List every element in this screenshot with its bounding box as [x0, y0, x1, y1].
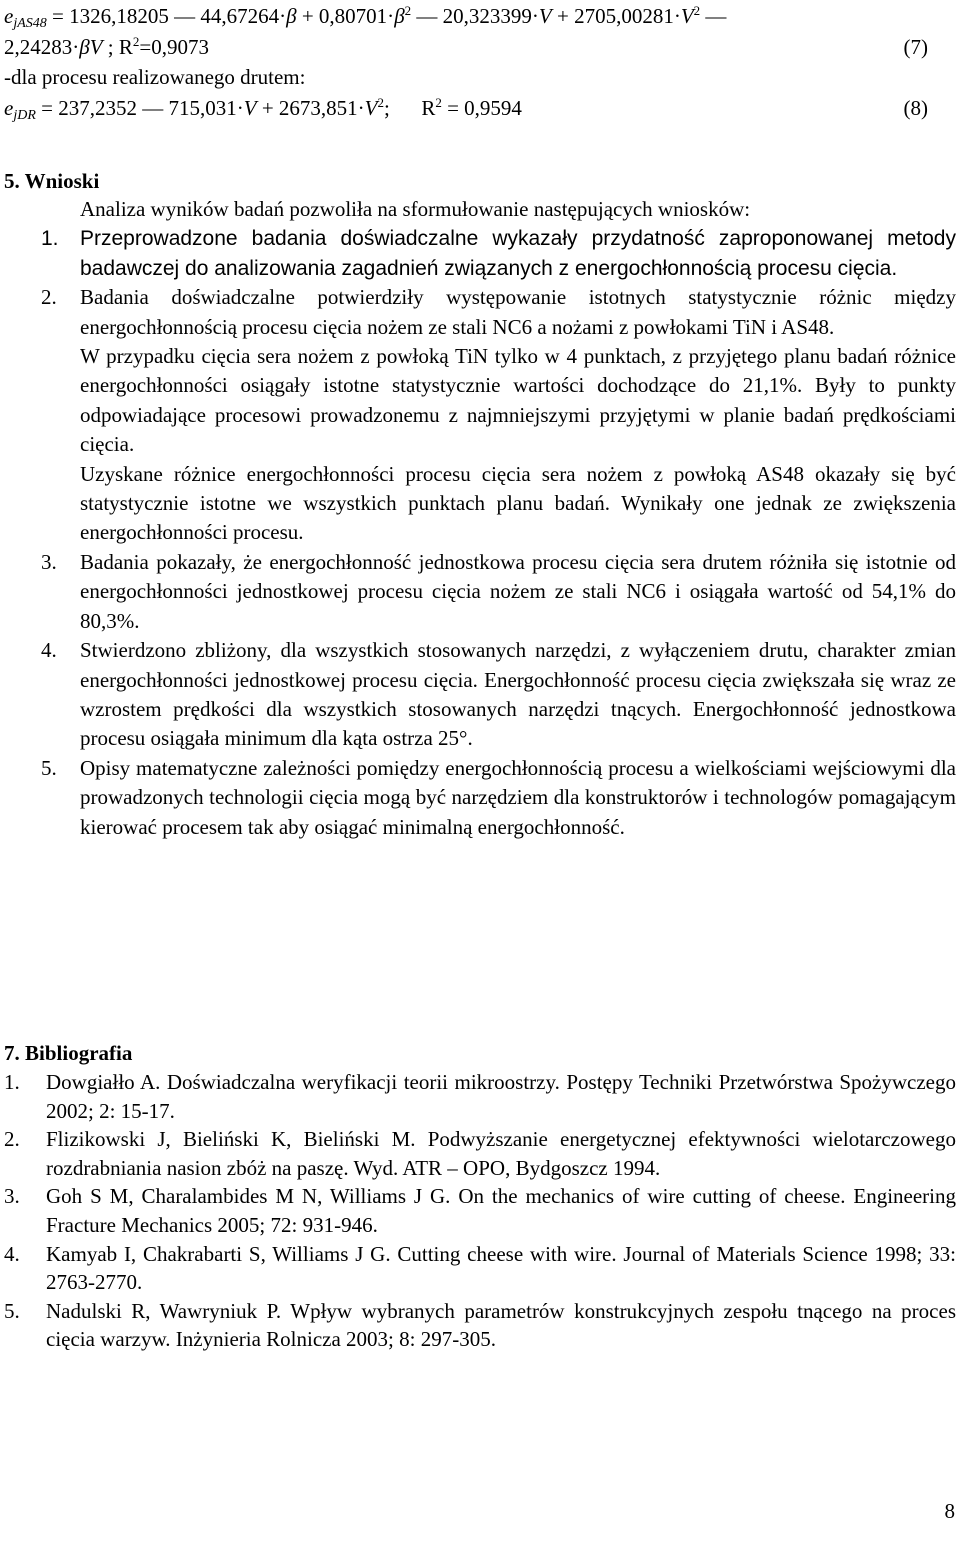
eq7b-term-3: =0,9073: [139, 35, 209, 59]
eq8-lhs-subscript: jDR: [13, 108, 36, 123]
conclusion-item-3: [4, 548, 956, 636]
equation-number-8: (8): [903, 96, 928, 120]
eq7b-term-1: 2,24283·: [4, 35, 80, 59]
conclusion-item-text: Przeprowadzone badania doświadczalne wykazały przydatność zaproponowanej metody badawczej do analizowania zagadnień związanych z energochłonnością procesu cięcia.: [80, 227, 956, 280]
eq7-sup-1: 2: [404, 3, 412, 18]
conclusion-item-label: 1.: [41, 227, 59, 251]
eq7b-term-2: ; R: [102, 35, 133, 59]
eq8-term-4: = 0,9594: [441, 96, 522, 120]
eq8-sup-2: 2: [435, 95, 442, 110]
eq7-term-2: + 0,80701·: [296, 4, 395, 28]
bibliography-list: [4, 1068, 956, 1354]
conclusion-item-label: 4.: [41, 638, 57, 663]
eq8-v-1: V: [243, 96, 257, 120]
page-number: 8: [944, 1499, 955, 1523]
conclusion-item-label: 3.: [41, 549, 57, 574]
equation-7-line-2: [4, 33, 956, 61]
eq7-v-2: V: [680, 4, 694, 28]
eq7-lhs-symbol: e: [4, 4, 14, 28]
bibliography-entry-text: Nadulski R, Wawryniuk P. Wpływ wybranych parametrów konstrukcyjnych zespołu tnącego na proces cięcia warzyw. Inżynieria Rolnicza 2003; 8: 297-305.: [46, 1298, 956, 1352]
eq7-lhs-subscript: jAS48: [13, 16, 47, 31]
eq8-v-2: V: [364, 96, 378, 120]
conclusion-item-text: Badania pokazały, że energochłonność jednostkowa procesu cięcia sera drutem różniła się istotnie od energochłonności jednostkowej procesu cięcia nożem ze stali NC6 i osiągała wartość od 54,1% do 80,3%.: [80, 549, 956, 633]
eq8-term-2: + 2673,851·: [256, 96, 365, 120]
bibliography-entry-label: 5.: [4, 1298, 20, 1323]
bibliography-entry-1: [4, 1068, 956, 1125]
bibliography-entry-label: 1.: [4, 1070, 20, 1094]
bibliography-entry-5: [4, 1297, 956, 1354]
bibliography-entry-text: Goh S M, Charalambides M N, Williams J G. On the mechanics of wire cutting of cheese. Engineering Fracture Mechanics 2005; 72: 931-946.: [46, 1184, 956, 1237]
eq7-v-1: V: [538, 4, 552, 28]
eq8-term-1: = 237,2352 — 715,031·: [35, 96, 244, 120]
eq7b-sup: 2: [132, 34, 140, 49]
conclusion-item-1: [4, 224, 956, 283]
eq7b-beta: β: [79, 35, 90, 59]
eq8-term-3: ; R: [383, 96, 436, 120]
conclusion-item-5: [4, 754, 956, 842]
section-heading-conclusions: 5. Wnioski: [4, 169, 100, 193]
conclusions-intro: Analiza wyników badań pozwoliła na sformułowanie następujących wniosków:: [80, 197, 751, 221]
conclusions-body: [4, 195, 956, 842]
conclusion-paragraph-as48: Uzyskane różnice energochłonności procesu cięcia sera nożem z powłoką AS48 okazały się być statystycznie istotne we wszystkich punktach planu badań. Wynikały one jednak ze zwiększenia energochłonności procesu.: [80, 461, 956, 545]
equation-number-7: (7): [903, 35, 928, 59]
eq7-term-1: = 1326,18205 — 44,67264·: [46, 4, 287, 28]
bibliography-entry-3: [4, 1182, 956, 1239]
conclusion-item-text: Opisy matematyczne zależności pomiędzy energochłonnością procesu a wielkościami wejściowymi dla prowadzonych technologii cięcia mogą być narzędziem dla konstruktorów i technologów pomagającym kierować procesem tak aby osiągać minimalną energochłonność.: [80, 755, 956, 839]
eq7b-v: V: [89, 35, 103, 59]
wire-process-label: -dla procesu realizowanego drutem:: [4, 65, 306, 89]
bibliography-entry-4: [4, 1240, 956, 1297]
conclusion-paragraph-tin: W przypadku cięcia sera nożem z powłoką TiN tylko w 4 punktach, z przyjętego planu badań różnice energochłonności osiągały istotne statystycznie wartości dochodzące do 21,1%. Były to punkty odpowiadające procesowi prowadzonemu z najmniejszymi przyjętymi w planie badań prędkościami cięcia.: [80, 344, 956, 457]
bibliography-entry-label: 3.: [4, 1184, 20, 1209]
bibliography-entry-text: Flizikowski J, Bieliński K, Bieliński M. Podwyższanie energetycznej efektywności wielotarczowego rozdrabniania nasion zbóż na paszę. Wyd. ATR – OPO, Bydgoszcz 1994.: [46, 1127, 956, 1180]
eq8-sup-1: 2: [377, 95, 384, 110]
conclusion-item-text: Badania doświadczalne potwierdziły występowanie istotnych statystycznie różnic między energochłonnością procesu cięcia nożem ze stali NC6 a nożami z powłokami TiN i AS48.: [80, 285, 956, 339]
eq7-sup-2: 2: [693, 3, 701, 18]
bibliography-entry-text: Dowgiałło A. Doświadczalna weryfikacji teorii mikroostrzy. Postępy Techniki Przetwórstwa Spożywczego 2002; 2: 15-17.: [46, 1070, 956, 1123]
conclusion-item-2: [4, 283, 956, 342]
conclusion-item-label: 5.: [41, 755, 57, 780]
equation-8: [4, 94, 956, 122]
eq7-beta-1: β: [286, 4, 297, 28]
conclusion-item-label: 2.: [41, 285, 57, 310]
conclusion-item-4: [4, 636, 956, 754]
section-heading-bibliography: 7. Bibliografia: [4, 1041, 133, 1065]
bibliography-entry-2: [4, 1125, 956, 1182]
bibliography-entry-text: Kamyab I, Chakrabarti S, Williams J G. Cutting cheese with wire. Journal of Materials Science 1998; 33: 2763-2770.: [46, 1241, 956, 1295]
conclusion-item-text: Stwierdzono zbliżony, dla wszystkich stosowanych narzędzi, z wyłączeniem drutu, charakter zmian energochłonności jednostkowej procesu cięcia. Energochłonność procesu cięcia zwiększała się wraz ze wzrostem prędkości dla wszystkich stosowanych narzędzi tnących. Energochłonność jednostkowa procesu osiągała minimum dla kąta ostrza 25°.: [80, 638, 956, 751]
eq7-term-5: —: [700, 4, 727, 28]
bibliography-entry-label: 4.: [4, 1241, 20, 1266]
eq8-lhs-symbol: e: [4, 96, 14, 120]
eq7-term-3: — 20,323399·: [411, 4, 539, 28]
eq7-beta-2: β: [394, 4, 405, 28]
equation-7-line-1: [4, 2, 956, 30]
bibliography-entry-label: 2.: [4, 1127, 20, 1152]
eq7-term-4: + 2705,00281·: [551, 4, 681, 28]
